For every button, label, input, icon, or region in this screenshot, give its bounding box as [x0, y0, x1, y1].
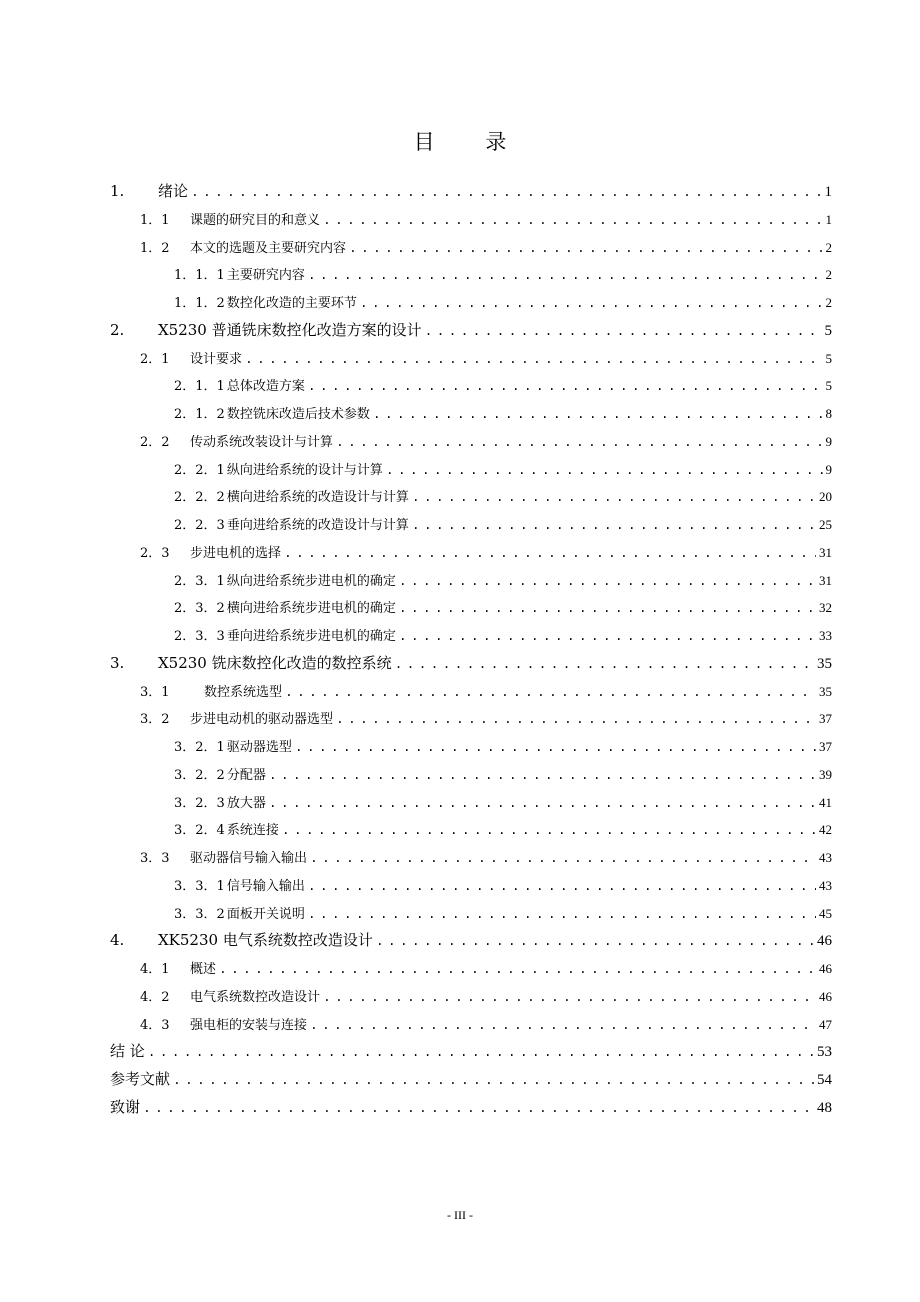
- toc-entry-page: 25: [819, 517, 832, 532]
- toc-entry-number: 3．3．2: [174, 906, 225, 922]
- toc-dot-leader: [412, 484, 816, 511]
- toc-entry-number: 3．2．4: [174, 823, 225, 839]
- toc-entry[interactable]: [110, 1094, 832, 1122]
- toc-entry[interactable]: [110, 261, 832, 289]
- toc-entry-page: 5: [824, 322, 832, 339]
- toc-dot-leader: [336, 706, 816, 733]
- toc-entry-title: 分配器: [226, 767, 266, 783]
- toc-entry-number: 4．3: [140, 1017, 170, 1033]
- toc-entry-title: 步进电机的选择: [190, 545, 282, 561]
- toc-entry[interactable]: [110, 234, 832, 262]
- toc-entry[interactable]: [110, 983, 832, 1011]
- toc-dot-leader: [323, 207, 822, 234]
- toc-entry[interactable]: [110, 733, 832, 761]
- toc-entry-page: 41: [819, 794, 832, 810]
- toc-dot-leader: [399, 568, 816, 595]
- toc-entry-title: 步进电动机的驱动器选型: [190, 712, 334, 728]
- toc-entry-title: 垂向进给系统步进电机的确定: [226, 629, 396, 644]
- toc-dot-leader: [425, 318, 822, 345]
- toc-entry[interactable]: [110, 456, 832, 484]
- toc-entry[interactable]: [110, 372, 832, 400]
- toc-entry-number: 4．1: [140, 962, 170, 977]
- toc-entry[interactable]: [110, 789, 832, 817]
- toc-entry-title: 致谢: [110, 1097, 141, 1116]
- toc-entry-page: 9: [825, 461, 832, 477]
- toc-entry-page: 8: [825, 406, 832, 421]
- toc-entry-number: 4．2: [140, 989, 170, 1005]
- toc-dot-leader: [412, 512, 816, 539]
- toc-dot-leader: [285, 679, 816, 706]
- toc-entry-page: 33: [819, 628, 832, 643]
- toc-entry-title: 传动系统改装设计与计算: [190, 434, 334, 450]
- toc-entry-title: 驱动器信号输入输出: [190, 851, 308, 866]
- toc-entry-page: 5: [825, 378, 832, 394]
- toc-entry-page: 47: [819, 1016, 832, 1032]
- toc-entry-page: 2: [825, 239, 832, 255]
- toc-dot-leader: [310, 1012, 816, 1039]
- toc-entry-page: 46: [819, 988, 832, 1004]
- toc-entry-page: 53: [817, 1044, 832, 1061]
- toc-entry-title: 数控系统选型: [204, 684, 283, 700]
- toc-entry[interactable]: [110, 678, 832, 706]
- toc-entry-number: 3.: [110, 653, 125, 672]
- toc-entry[interactable]: [110, 816, 832, 844]
- toc-entry-page: 20: [819, 489, 832, 505]
- toc-dot-leader: [282, 817, 816, 844]
- toc-entry-number: 1．1: [140, 212, 170, 228]
- toc-entry-title: 参考文献: [110, 1070, 171, 1088]
- toc-entry-title: 驱动器选型: [226, 740, 292, 755]
- toc-entry-title: 纵向进给系统的设计与计算: [226, 462, 383, 478]
- toc-entry-page: 9: [825, 433, 832, 449]
- toc-dot-leader: [245, 346, 822, 373]
- toc-dot-leader: [336, 429, 822, 456]
- toc-entry-title: 数控铣床改造后技术参数: [226, 407, 370, 422]
- toc-entry-page: 37: [819, 711, 832, 727]
- toc-dot-leader: [308, 262, 823, 289]
- toc-dot-leader: [269, 762, 816, 789]
- toc-entry-page: 48: [817, 1099, 832, 1116]
- toc-entry[interactable]: [110, 955, 832, 983]
- toc-entry[interactable]: [110, 594, 832, 622]
- toc-entry[interactable]: [110, 927, 832, 955]
- toc-dot-leader: [295, 734, 816, 761]
- toc-entry[interactable]: [110, 761, 832, 789]
- toc-entry-number: 1．2: [140, 240, 170, 256]
- toc-entry-number: 3．2．3: [174, 795, 225, 811]
- toc-dot-leader: [386, 457, 823, 484]
- toc-entry-number: 2．2: [140, 434, 170, 450]
- toc-dot-leader: [308, 901, 816, 928]
- toc-entry-number: 2．3: [140, 545, 170, 561]
- toc-entry-page: 43: [819, 877, 832, 893]
- toc-entry-title: 课题的研究目的和意义: [190, 212, 321, 228]
- toc-entry[interactable]: [110, 567, 832, 595]
- toc-entry-number: 2．1．1: [174, 379, 225, 395]
- toc-dot-leader: [191, 179, 821, 206]
- toc-dot-leader: [219, 956, 816, 983]
- toc-entry-title: 系统连接: [226, 823, 279, 839]
- toc-entry[interactable]: [110, 1038, 832, 1066]
- toc-entry[interactable]: [110, 483, 832, 511]
- page-title: 目 录: [413, 130, 529, 154]
- toc-entry-title: 设计要求: [190, 351, 243, 367]
- toc-entry-title: 总体改造方案: [226, 379, 305, 395]
- toc-entry-title: 纵向进给系统步进电机的确定: [226, 573, 396, 589]
- toc-dot-leader: [349, 235, 822, 262]
- toc-entry-title: 结 论: [110, 1042, 145, 1061]
- toc-entry-title: 本文的选题及主要研究内容: [190, 240, 347, 256]
- toc-entry-title: 数控化改造的主要环节: [226, 296, 357, 311]
- toc-entry-page: 35: [817, 655, 832, 672]
- toc-entry[interactable]: [110, 1011, 832, 1039]
- toc-entry-number: 2．2．3: [174, 518, 225, 533]
- toc-dot-leader: [148, 1039, 814, 1066]
- toc-entry[interactable]: [110, 900, 832, 928]
- toc-entry-page: 2: [825, 267, 832, 283]
- toc-dot-leader: [308, 373, 823, 400]
- toc-entry[interactable]: [110, 844, 832, 872]
- toc-entry[interactable]: [110, 872, 832, 900]
- toc-dot-leader: [173, 1067, 814, 1094]
- toc-dot-leader: [284, 540, 816, 567]
- toc-entry-page: 5: [825, 350, 832, 366]
- toc-dot-leader: [269, 790, 816, 817]
- toc-entry-page: 43: [819, 850, 832, 865]
- page-number-footer: - III -: [447, 1208, 473, 1222]
- toc-entry-page: 46: [817, 933, 832, 950]
- toc-entry-title: 信号输入输出: [226, 878, 305, 894]
- toc-entry-page: 2: [825, 295, 832, 310]
- toc-entry-title: 横向进给系统的改造设计与计算: [226, 490, 409, 506]
- table-of-contents: [110, 178, 832, 1122]
- toc-entry-number: 3．2．1: [174, 740, 225, 755]
- toc-entry-number: 2．2．1: [174, 462, 225, 478]
- toc-entry-page: 1: [825, 211, 832, 227]
- toc-entry-number: 2．3．3: [174, 629, 225, 644]
- toc-entry[interactable]: [110, 428, 832, 456]
- toc-entry-page: 46: [819, 961, 832, 976]
- toc-entry-title: 主要研究内容: [226, 268, 305, 284]
- toc-entry-number: 2．3．1: [174, 573, 225, 589]
- toc-entry[interactable]: [110, 206, 832, 234]
- toc-entry-number: 2．3．2: [174, 601, 225, 617]
- toc-entry-title: 垂向进给系统的改造设计与计算: [226, 518, 409, 533]
- toc-entry-title: 强电柜的安装与连接: [190, 1017, 308, 1033]
- toc-entry[interactable]: [110, 622, 832, 650]
- toc-entry-number: 4.: [110, 931, 125, 950]
- toc-entry-title: XK5230 电气系统数控改造设计: [158, 931, 373, 950]
- toc-dot-leader: [143, 1095, 814, 1122]
- toc-entry-number: 1.: [110, 182, 125, 200]
- toc-entry-title: 横向进给系统步进电机的确定: [226, 601, 396, 617]
- toc-entry-page: 1: [824, 184, 832, 200]
- toc-entry[interactable]: [110, 511, 832, 539]
- toc-dot-leader: [360, 290, 823, 317]
- toc-entry-title: 概述: [190, 962, 217, 977]
- toc-dot-leader: [395, 651, 814, 678]
- toc-dot-leader: [323, 984, 816, 1011]
- toc-dot-leader: [376, 928, 814, 955]
- toc-entry[interactable]: [110, 650, 832, 678]
- toc-entry[interactable]: [110, 317, 832, 345]
- toc-entry-number: 1．1．2: [174, 296, 225, 311]
- toc-entry-page: 32: [819, 600, 832, 616]
- toc-entry-number: 2．1: [140, 351, 170, 367]
- toc-entry-title: 放大器: [226, 795, 266, 811]
- toc-entry-title: 面板开关说明: [226, 906, 305, 922]
- toc-entry-number: 3．3: [140, 851, 170, 866]
- toc-dot-leader: [310, 845, 816, 872]
- toc-entry-number: 3．3．1: [174, 878, 225, 894]
- toc-entry-page: 42: [819, 822, 832, 838]
- toc-entry[interactable]: [110, 1066, 832, 1094]
- toc-entry[interactable]: [110, 289, 832, 317]
- toc-entry-number: 2.: [110, 320, 125, 339]
- toc-entry-title: 绪论: [158, 182, 189, 200]
- toc-entry-page: 31: [819, 572, 832, 588]
- toc-entry-number: 3．2．2: [174, 767, 225, 783]
- toc-dot-leader: [399, 623, 816, 650]
- toc-entry-page: 54: [817, 1072, 832, 1088]
- toc-entry-page: 35: [819, 683, 832, 699]
- toc-entry-page: 37: [819, 739, 832, 754]
- toc-entry-title: X5230 铣床数控化改造的数控系统: [158, 653, 392, 672]
- toc-entry-number: 2．2．2: [174, 490, 225, 506]
- toc-dot-leader: [373, 401, 823, 428]
- toc-entry-number: 2．1．2: [174, 407, 225, 422]
- toc-dot-leader: [308, 873, 816, 900]
- toc-entry[interactable]: [110, 705, 832, 733]
- toc-entry-number: 3．1: [140, 684, 170, 700]
- toc-entry-number: 3．2: [140, 712, 170, 728]
- toc-entry[interactable]: [110, 345, 832, 373]
- toc-entry-page: 45: [819, 905, 832, 921]
- toc-entry-page: 39: [819, 766, 832, 782]
- toc-entry-page: 31: [819, 544, 832, 560]
- toc-entry-number: 1．1．1: [174, 268, 225, 284]
- toc-entry[interactable]: [110, 400, 832, 428]
- toc-entry[interactable]: [110, 178, 832, 206]
- toc-entry-title: X5230 普通铣床数控化改造方案的设计: [158, 320, 422, 339]
- toc-entry[interactable]: [110, 539, 832, 567]
- toc-entry-title: 电气系统数控改造设计: [190, 989, 321, 1005]
- toc-dot-leader: [399, 595, 816, 622]
